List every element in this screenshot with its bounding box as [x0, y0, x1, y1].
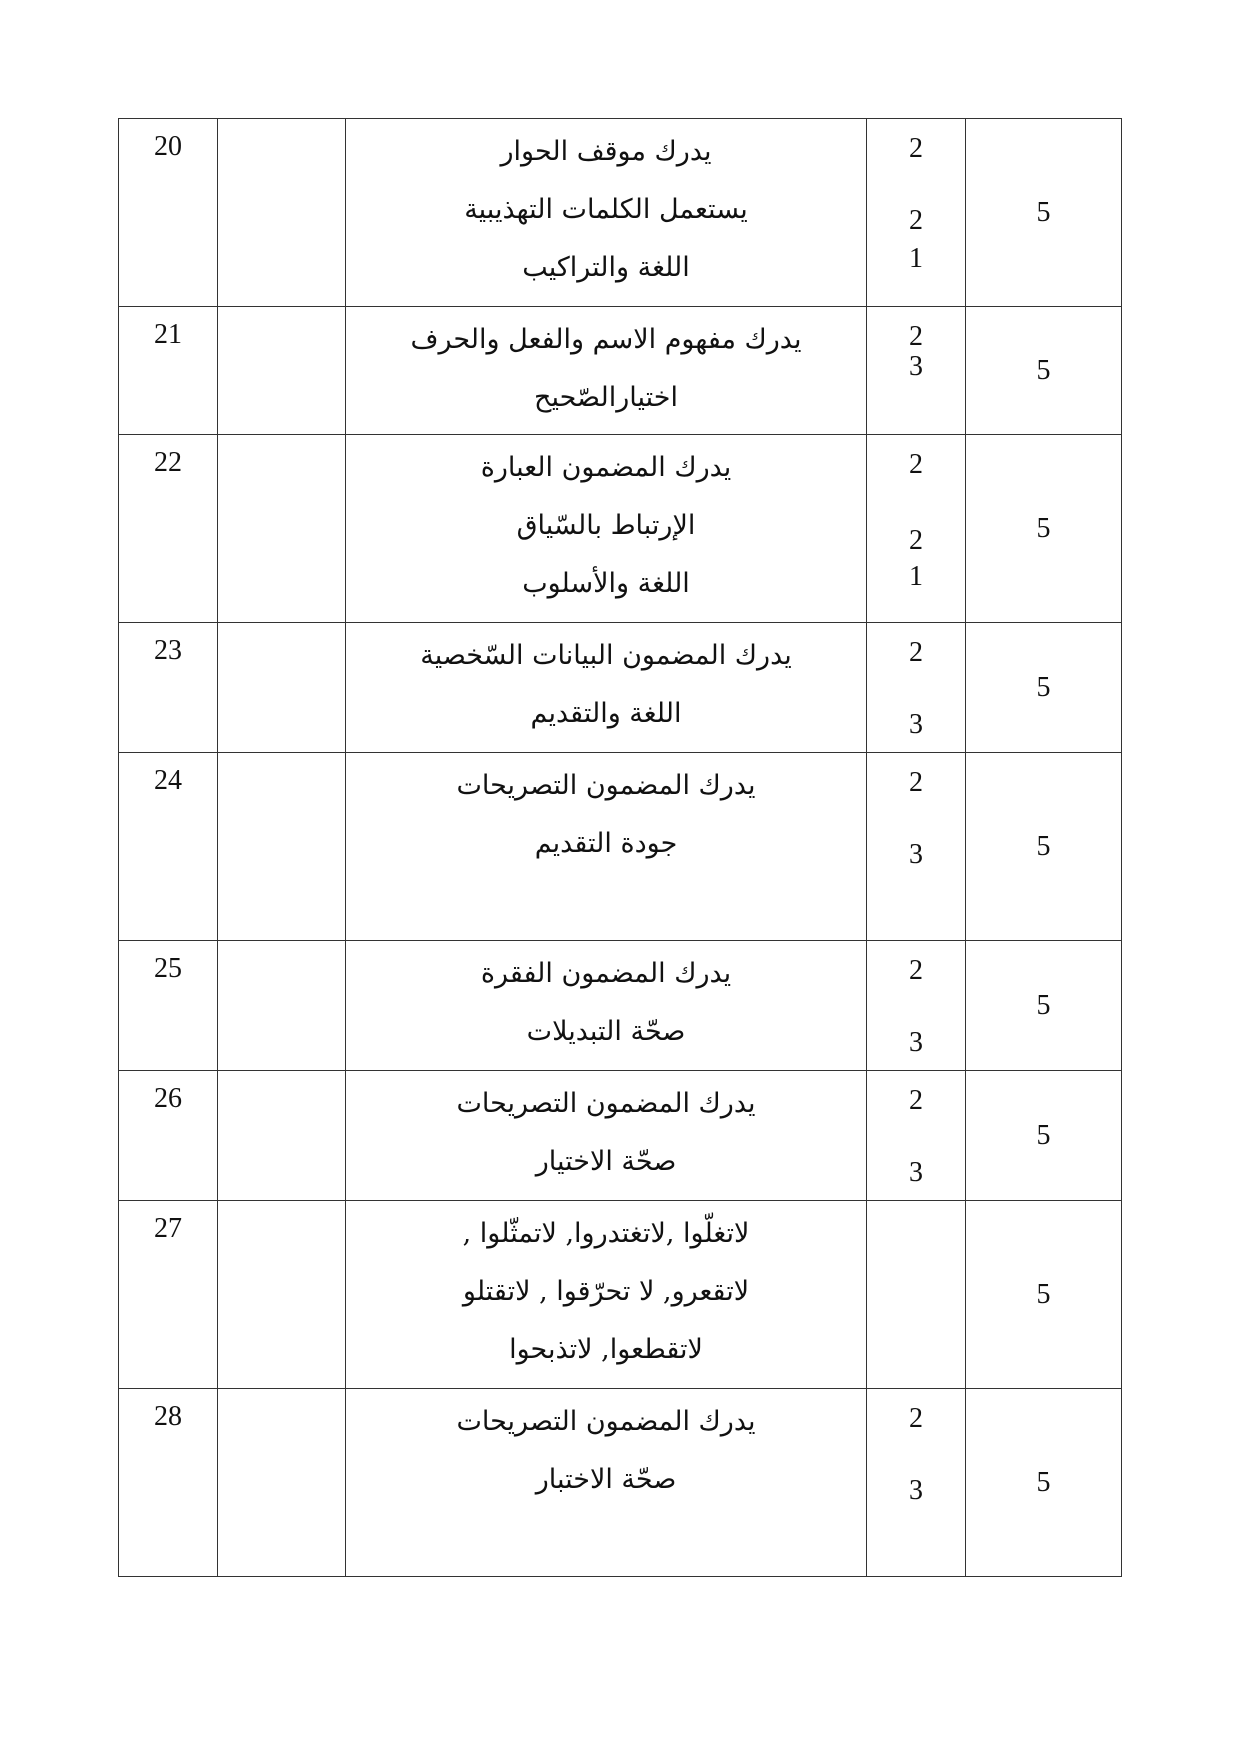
criteria-cell [346, 1201, 867, 1389]
criteria-line: صحّة الاختبار [535, 1464, 677, 1495]
table-row [119, 435, 1122, 623]
total-score: 5 [966, 119, 1122, 307]
criteria-line: يدرك المضمون البيانات السّخصية [420, 640, 792, 671]
total-score: 5 [966, 941, 1122, 1071]
total-score: 5 [966, 623, 1122, 753]
criteria-cell [346, 1389, 867, 1577]
criteria-line: اللغة والتقديم [530, 698, 682, 729]
criteria-cell [346, 307, 867, 435]
criteria-cell [346, 623, 867, 753]
criteria-line: لاتقطعوا, لاتذبحوا [509, 1334, 703, 1365]
mark-value: 2 [909, 525, 923, 556]
criteria-line: يدرك مفهوم الاسم والفعل والحرف [410, 324, 802, 355]
empty-cell [218, 623, 346, 753]
mark-value: 3 [909, 709, 923, 740]
criteria-cell [346, 1071, 867, 1201]
item-number: 27 [119, 1201, 218, 1389]
item-number: 20 [119, 119, 218, 307]
empty-cell [218, 435, 346, 623]
item-number: 28 [119, 1389, 218, 1577]
criteria-line: لاتقعرو, لا تحرّقوا , لاتقتلو [462, 1276, 750, 1307]
criteria-line: اللغة والتراكيب [522, 252, 690, 283]
criteria-cell [346, 753, 867, 941]
empty-cell [218, 1201, 346, 1389]
marks-cell [867, 307, 966, 435]
criteria-line: يدرك المضمون الفقرة [480, 958, 732, 989]
criteria-line: صحّة الاختيار [535, 1146, 677, 1177]
grading-table-body [119, 119, 1122, 1577]
criteria-line: اختيارالصّحيح [534, 382, 678, 413]
mark-value: 2 [909, 321, 923, 352]
table-row [119, 1071, 1122, 1201]
mark-value: 2 [909, 133, 923, 164]
mark-value: 2 [909, 1403, 923, 1434]
mark-value: 3 [909, 839, 923, 870]
empty-cell [218, 941, 346, 1071]
total-score: 5 [966, 1201, 1122, 1389]
criteria-line: صحّة التبديلات [526, 1016, 686, 1047]
mark-value: 2 [909, 767, 923, 798]
grading-table [118, 118, 1122, 1577]
marks-cell [867, 941, 966, 1071]
mark-value: 1 [909, 561, 923, 592]
marks-cell [867, 435, 966, 623]
table-row [119, 753, 1122, 941]
total-score: 5 [966, 307, 1122, 435]
item-number: 23 [119, 623, 218, 753]
item-number: 25 [119, 941, 218, 1071]
marks-cell [867, 753, 966, 941]
criteria-line: يدرك المضمون التصريحات [456, 1088, 756, 1119]
empty-cell [218, 119, 346, 307]
criteria-cell [346, 119, 867, 307]
mark-value: 3 [909, 1027, 923, 1058]
mark-value: 2 [909, 1085, 923, 1116]
table-row [119, 623, 1122, 753]
mark-value: 2 [909, 449, 923, 480]
mark-value: 1 [909, 243, 923, 274]
total-score: 5 [966, 1389, 1122, 1577]
mark-value: 3 [909, 1157, 923, 1188]
item-number: 26 [119, 1071, 218, 1201]
empty-cell [218, 307, 346, 435]
total-score: 5 [966, 1071, 1122, 1201]
table-row [119, 1389, 1122, 1577]
mark-value: 2 [909, 637, 923, 668]
criteria-line: يدرك المضمون التصريحات [456, 770, 756, 801]
mark-value: 2 [909, 205, 923, 236]
empty-cell [218, 1389, 346, 1577]
table-row [119, 307, 1122, 435]
criteria-line: اللغة والأسلوب [522, 568, 690, 599]
table-row [119, 1201, 1122, 1389]
marks-cell [867, 1071, 966, 1201]
mark-value: 3 [909, 351, 923, 382]
criteria-cell [346, 435, 867, 623]
item-number: 22 [119, 435, 218, 623]
marks-cell [867, 119, 966, 307]
empty-cell [218, 753, 346, 941]
marks-cell [867, 1201, 966, 1389]
item-number: 21 [119, 307, 218, 435]
total-score: 5 [966, 753, 1122, 941]
marks-cell [867, 1389, 966, 1577]
criteria-cell [346, 941, 867, 1071]
criteria-line: جودة التقديم [534, 828, 678, 859]
empty-cell [218, 1071, 346, 1201]
criteria-line: الإرتباط بالسّياق [516, 510, 696, 541]
table-row [119, 119, 1122, 307]
criteria-line: يستعمل الكلمات التهذيبية [464, 194, 748, 225]
criteria-line: لاتغلّوا ,لاتغتدروا, لاتمثّلوا , [462, 1218, 750, 1249]
criteria-line: يدرك موقف الحوار [500, 136, 712, 167]
mark-value: 3 [909, 1475, 923, 1506]
total-score: 5 [966, 435, 1122, 623]
mark-value: 2 [909, 955, 923, 986]
marks-cell [867, 623, 966, 753]
item-number: 24 [119, 753, 218, 941]
criteria-line: يدرك المضمون التصريحات [456, 1406, 756, 1437]
table-row [119, 941, 1122, 1071]
criteria-line: يدرك المضمون العبارة [480, 452, 732, 483]
